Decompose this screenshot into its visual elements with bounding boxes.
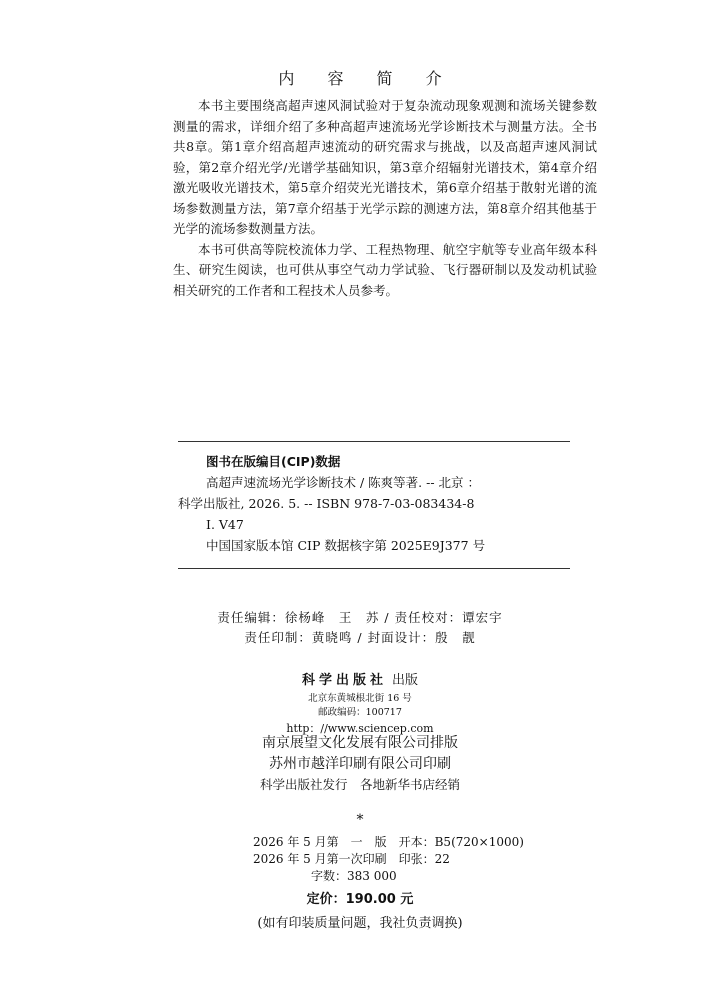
publisher-address: 北京东黄城根北街 16 号 bbox=[308, 693, 412, 704]
edition-block bbox=[253, 834, 553, 885]
content-summary bbox=[173, 96, 597, 301]
cip-heading: 图书在版编目(CIP)数据 bbox=[206, 454, 341, 469]
summary-paragraph-2: 本书可供高等院校流体力学、工程热物理、航空宇航等专业高年级本科生、研究生阅读，也可供从事空气动力学试验、飞行器研制以及发动机试验相关研究的工作者和工程技术人员参考。 bbox=[173, 241, 597, 298]
cip-block bbox=[178, 451, 570, 556]
summary-paragraph-1: 本书主要围绕高超声速风洞试验对于复杂流动现象观测和流场关键参数测量的需求，详细介绍了多种高超声速流场光学诊断技术与测量方法。全书共8章。第1章介绍高超声速流动的研究需求与挑战，以及高超声速风洞试验，第2章介绍光学/光谱学基础知识，第3章介绍辐射光谱技术，第4章介绍激光吸收光谱技术，第5章介绍荧光光谱技术，第6章介绍基于散射光谱的流场参数测量方法，第7章介绍基于光学示踪的测速方法，第8章介绍其他基于光学的流场参数测量方法。 bbox=[173, 98, 597, 236]
cip-line-classification: Ⅰ. V47 bbox=[206, 517, 244, 532]
cip-line-record-number: 中国国家版本馆 CIP 数据核字第 2025E9J377 号 bbox=[206, 538, 486, 553]
publisher-suffix: 出版 bbox=[392, 673, 419, 688]
printer-line: 苏州市越洋印刷有限公司印刷 bbox=[269, 756, 451, 772]
typesetter-line: 南京展望文化发展有限公司排版 bbox=[262, 735, 458, 751]
credits-block bbox=[0, 608, 720, 648]
credits-line-editors: 责任编辑：徐杨峰 王 苏 / 责任校对：谭宏宇 bbox=[217, 610, 503, 625]
distribution-line: 科学出版社发行 各地新华书店经销 bbox=[259, 777, 460, 792]
cip-line-title: 高超声速流场光学诊断技术 / 陈爽等著. -- 北京 ： bbox=[206, 475, 480, 490]
publisher-postcode: 邮政编码：100717 bbox=[318, 707, 402, 718]
price: 定价：190.00 元 bbox=[306, 892, 414, 907]
quality-note: (如有印装质量问题，我社负责调换) bbox=[257, 916, 463, 931]
credits-line-production: 责任印制：黄晓鸣 / 封面设计：殷 靓 bbox=[244, 630, 476, 645]
edition-line-1: 2026 年 5 月第 一 版 开本：B5(720×1000) bbox=[253, 835, 524, 849]
separator-star: * bbox=[356, 812, 364, 828]
publisher-logo-text: 科学出版社 bbox=[301, 673, 387, 688]
edition-line-2: 2026 年 5 月第一次印刷 印张：22 bbox=[253, 852, 450, 866]
cip-bottom-rule bbox=[178, 568, 570, 569]
publisher-url: http：//www.sciencep.com bbox=[286, 722, 434, 735]
cip-top-rule bbox=[178, 441, 570, 442]
printing-block bbox=[0, 733, 720, 794]
page-title: 内 容 简 介 bbox=[278, 69, 456, 88]
cip-line-isbn: 科学出版社, 2026. 5. -- ISBN 978-7-03-083434-8 bbox=[178, 496, 475, 511]
publisher-block bbox=[0, 668, 720, 738]
edition-line-word-count: 字数：383 000 bbox=[311, 869, 397, 883]
